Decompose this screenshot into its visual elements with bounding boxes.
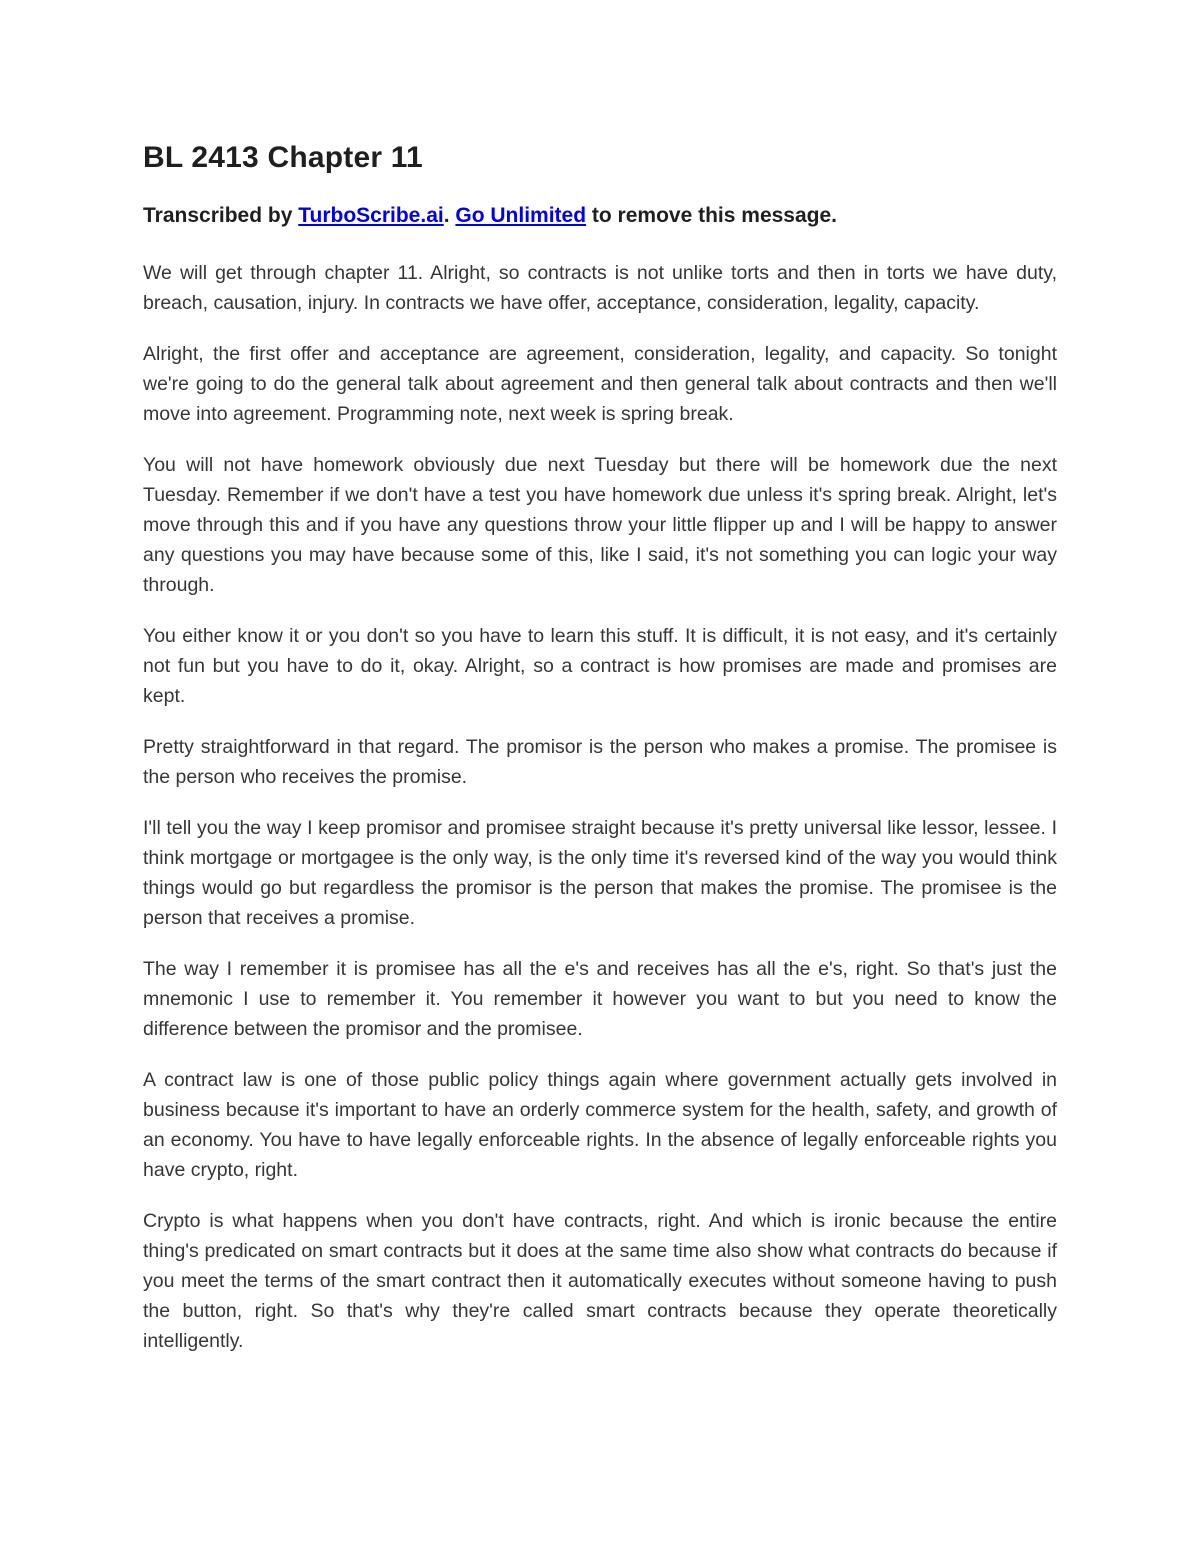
attribution-suffix: to remove this message. [586,204,837,227]
transcript-paragraph: A contract law is one of those public policy things again where government actually gets involved in business because it's important to have an orderly commerce system for the health, safety, and growth of an economy. You have to have legally enforceable rights. In the absence of legally enforceable rights you have crypto, right. [143,1069,1057,1182]
transcript-paragraph: Alright, the first offer and acceptance are agreement, consideration, legality, and capacity. So tonight we're going to do the general talk about agreement and then general talk about contracts and then we'll move into agreement. Programming note, next week is spring break. [143,343,1057,426]
attribution-separator: . [443,204,456,227]
transcript-paragraph: I'll tell you the way I keep promisor and promisee straight because it's pretty universal like lessor, lessee. I think mortgage or mortgagee is the only way, is the only time it's reversed kind of the way you would think things would go but regardless the promisor is the person that makes the promise. The promisee is the person that receives a promise. [143,817,1057,930]
document-title: BL 2413 Chapter 11 [143,141,423,174]
attribution-prefix: Transcribed by [143,204,299,227]
transcript-paragraph: You either know it or you don't so you have to learn this stuff. It is difficult, it is not easy, and it's certainly not fun but you have to do it, okay. Alright, so a contract is how promises are made and promises are kept. [143,625,1057,708]
transcript-paragraph: Crypto is what happens when you don't have contracts, right. And which is ironic because the entire thing's predicated on smart contracts but it does at the same time also show what contracts do because if you meet the terms of the smart contract then it automatically executes without someone having to push the button, right. So that's why they're called smart contracts because they operate theoretically intelligently. [143,1210,1057,1353]
transcript-paragraph: We will get through chapter 11. Alright, so contracts is not unlike torts and then in torts we have duty, breach, causation, injury. In contracts we have offer, acceptance, consideration, legality, capacity. [143,262,1057,315]
go-unlimited-link[interactable]: Go Unlimited [455,204,587,227]
transcript-paragraph: You will not have homework obviously due next Tuesday but there will be homework due the next Tuesday. Remember if we don't have a test you have homework due unless it's spring break. Alright, let's move through this and if you have any questions throw your little flipper up and I will be happy to answer any questions you may have because some of this, like I said, it's not something you can logic your way through. [143,454,1057,597]
transcript-paragraph: Pretty straightforward in that regard. The promisor is the person who makes a promise. The promisee is the person who receives the promise. [143,736,1057,789]
transcript-paragraph: The way I remember it is promisee has all the e's and receives has all the e's, right. So that's just the mnemonic I use to remember it. You remember it however you want to but you need to know the difference between the promisor and the promisee. [143,958,1057,1041]
turboscribe-link[interactable]: TurboScribe.ai [298,204,444,227]
attribution-line [143,202,1057,230]
